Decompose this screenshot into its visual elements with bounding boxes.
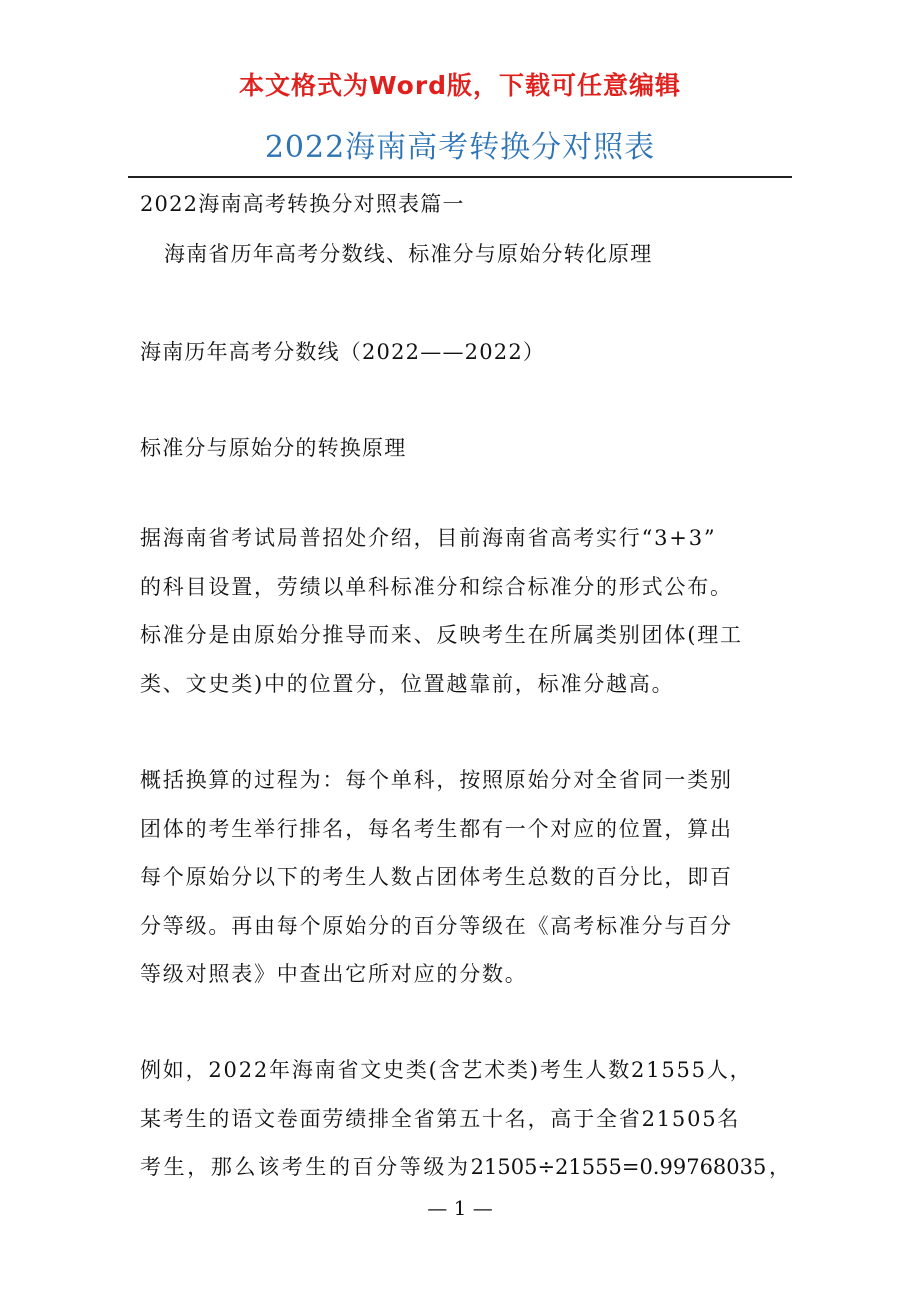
section-heading: 2022海南高考转换分对照表篇一 bbox=[140, 192, 465, 216]
paragraph-line: 团体的考生举行排名，每名考生都有一个对应的位置，算出 bbox=[140, 816, 733, 841]
heading-principle: 标准分与原始分的转换原理 bbox=[140, 436, 407, 460]
document-title: 2022海南高考转换分对照表 bbox=[264, 130, 656, 165]
paragraph-line: 概括换算的过程为：每个单科，按照原始分对全省同一类别 bbox=[140, 768, 733, 792]
paragraph-line: 据海南省考试局普招处介绍，目前海南省高考实行“3+3” bbox=[140, 526, 717, 550]
paragraph-line: 标准分是由原始分推导而来、反映考生在所属类别团体(理工 bbox=[140, 623, 743, 647]
subtitle: 海南省历年高考分数线、标准分与原始分转化原理 bbox=[164, 242, 653, 266]
paragraph-line: 某考生的语文卷面劳绩排全省第五十名，高于全省21505名 bbox=[140, 1106, 741, 1131]
title-divider bbox=[128, 176, 792, 178]
paragraph-line: 例如，2022年海南省文史类(含艺术类)考生人数21555人， bbox=[140, 1058, 753, 1082]
paragraph-1 bbox=[140, 514, 790, 708]
paragraph-line: 考生，那么该考生的百分等级为21505÷21555=0.99768035， bbox=[140, 1155, 790, 1179]
paragraph-2 bbox=[140, 756, 790, 999]
heading-scores: 海南历年高考分数线（2022——2022） bbox=[140, 340, 546, 364]
paragraph-line: 每个原始分以下的考生人数占团体考生总数的百分比，即百 bbox=[140, 865, 733, 889]
paragraph-line: 的科目设置，劳绩以单科标准分和综合标准分的形式公布。 bbox=[140, 574, 733, 599]
format-notice: 本文格式为Word版，下载可任意编辑 bbox=[238, 71, 682, 100]
paragraph-line: 分等级。再由每个原始分的百分等级在《高考标准分与百分 bbox=[140, 913, 733, 938]
page-number: — 1 — bbox=[427, 1196, 493, 1220]
paragraph-3 bbox=[140, 1046, 790, 1192]
paragraph-line: 类、文史类)中的位置分，位置越靠前，标准分越高。 bbox=[140, 671, 675, 696]
paragraph-line: 等级对照表》中查出它所对应的分数。 bbox=[140, 962, 528, 986]
